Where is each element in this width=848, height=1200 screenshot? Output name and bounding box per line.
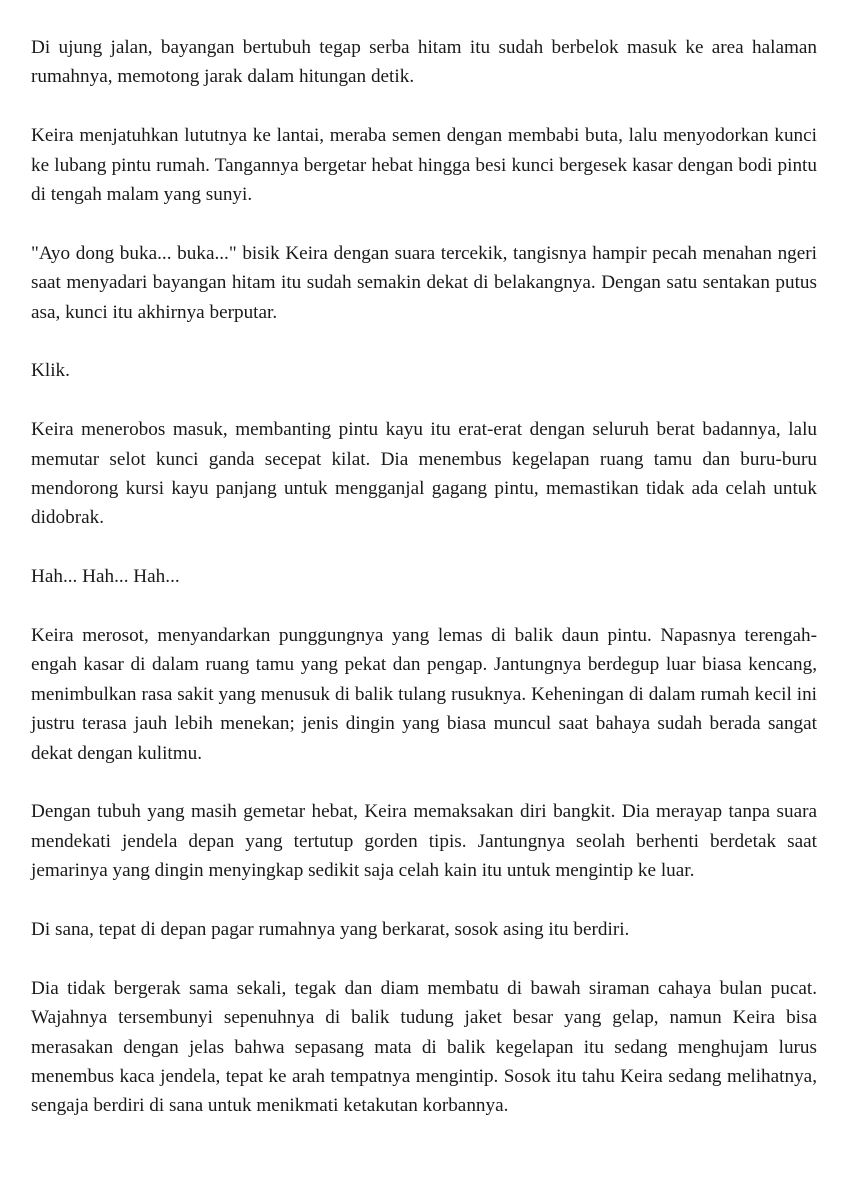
paragraph-8: Dengan tubuh yang masih gemetar hebat, Keira memaksakan diri bangkit. Dia merayap tanpa suara mendekati jendela depan yang tertutup gorden tipis. Jantungnya seolah berhenti berdetak saat jemarinya yang dingin menyingkap sedikit saja celah kain itu untuk mengintip ke luar.	[31, 801, 817, 882]
paragraph-4: Klik.	[31, 360, 70, 382]
paragraph-5: Keira menerobos masuk, membanting pintu kayu itu erat-erat dengan seluruh berat badannya, lalu memutar selot kunci ganda secepat kilat. Dia menembus kegelapan ruang tamu dan buru-buru mendorong kursi kayu panjang untuk mengganjal gagang pintu, memastikan tidak ada celah untuk didobrak.	[31, 419, 817, 529]
paragraph-10: Dia tidak bergerak sama sekali, tegak dan diam membatu di bawah siraman cahaya bulan pucat. Wajahnya tersembunyi sepenuhnya di balik tudung jaket besar yang gelap, namun Keira bisa merasakan dengan jelas bahwa sepasang mata di balik kegelapan itu sedang menghujam lurus menembus kaca jendela, tepat ke arah tempatnya mengintip. Sosok itu tahu Keira sedang melihatnya, sengaja berdiri di sana untuk menikmati ketakutan korbannya.	[31, 977, 817, 1117]
paragraph-7: Keira merosot, menyandarkan punggungnya yang lemas di balik daun pintu. Napasnya terengah-engah kasar di dalam ruang tamu yang pekat dan pengap. Jantungnya berdegup luar biasa kencang, menimbulkan rasa sakit yang menusuk di balik tulang rusuknya. Keheningan di dalam rumah kecil ini justru terasa jauh lebih menekan; jenis dingin yang biasa muncul saat bahaya sudah berada sangat dekat dengan kulitmu.	[31, 625, 817, 764]
paragraph-2: Keira menjatuhkan lututnya ke lantai, meraba semen dengan membabi buta, lalu menyodorkan kunci ke lubang pintu rumah. Tangannya bergetar hebat hingga besi kunci bergesek kasar dengan bodi pintu di tengah malam yang sunyi.	[31, 125, 817, 206]
paragraph-6: Hah... Hah... Hah...	[31, 566, 180, 588]
paragraph-3: "Ayo dong buka... buka..." bisik Keira dengan suara tercekik, tangisnya hampir pecah menahan ngeri saat menyadari bayangan hitam itu sudah semakin dekat di belakangnya. Dengan satu sentakan putus asa, kunci itu akhirnya berputar.	[31, 242, 817, 323]
paragraph-9: Di sana, tepat di depan pagar rumahnya yang berkarat, sosok asing itu berdiri.	[31, 919, 630, 941]
paragraph-1: Di ujung jalan, bayangan bertubuh tegap serba hitam itu sudah berbelok masuk ke area halaman rumahnya, memotong jarak dalam hitungan detik.	[31, 37, 817, 88]
